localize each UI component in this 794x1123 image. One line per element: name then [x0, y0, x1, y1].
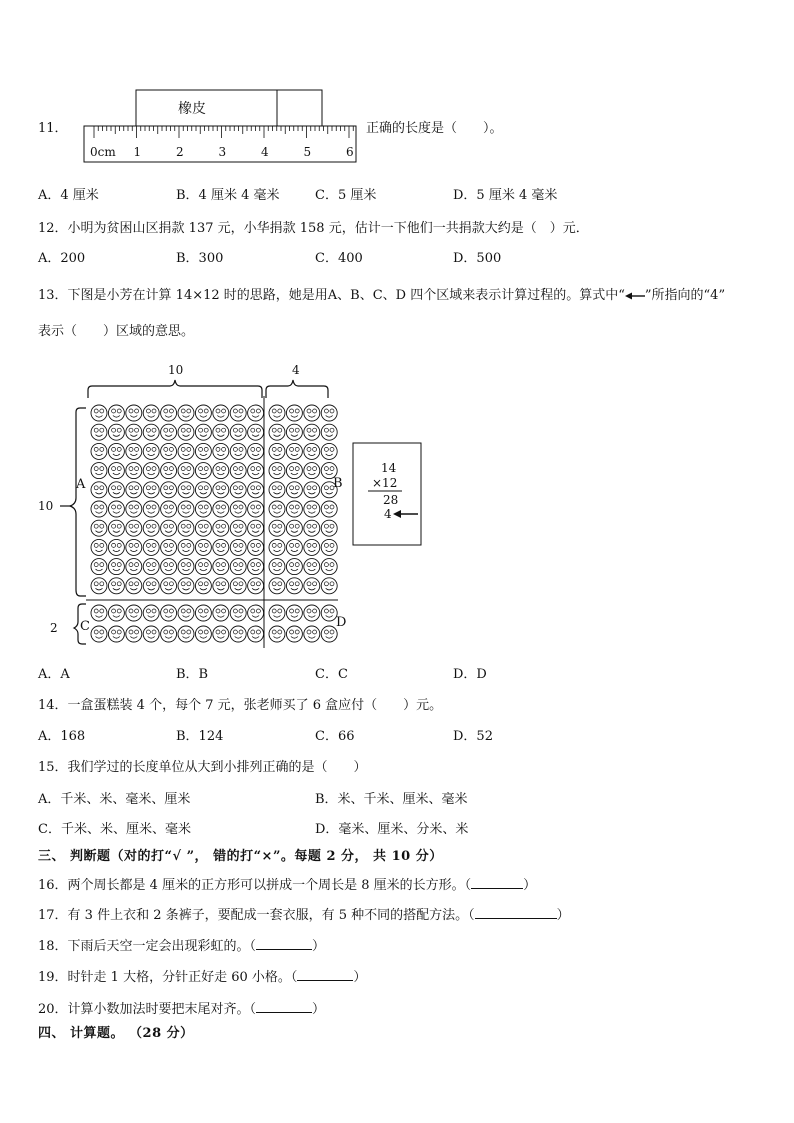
smiley-face-icon	[230, 559, 246, 575]
smiley-face-icon	[178, 605, 194, 621]
smiley-face-icon	[126, 482, 142, 498]
smiley-face-icon	[269, 520, 285, 536]
smiley-face-icon	[230, 463, 246, 479]
smiley-face-icon	[248, 482, 264, 498]
smiley-face-icon	[286, 605, 302, 621]
q11-number: 11．	[38, 121, 68, 136]
smiley-face-icon	[178, 482, 194, 498]
smiley-face-icon	[304, 463, 320, 479]
ruler-number: 5	[303, 145, 312, 159]
q13-option-a[interactable]: A．A	[38, 667, 70, 682]
smiley-face-icon	[321, 578, 337, 594]
smiley-face-icon	[178, 559, 194, 575]
dot-array-diagram	[30, 358, 430, 650]
judge-item-text: 19．时针走 1 大格，分针正好走 60 小格。（	[38, 970, 298, 985]
q13-option-b[interactable]: B．B	[176, 667, 209, 682]
smiley-face-icon	[213, 559, 229, 575]
smiley-face-icon	[91, 405, 107, 421]
q12-option-d[interactable]: D．500	[453, 251, 502, 266]
smiley-face-icon	[213, 520, 229, 536]
smiley-face-icon	[91, 520, 107, 536]
smiley-face-icon	[178, 424, 194, 440]
answer-blank[interactable]	[256, 938, 312, 950]
smiley-face-icon	[161, 539, 177, 555]
smiley-face-icon	[230, 578, 246, 594]
left-label-10: 10	[38, 499, 54, 513]
q13-question-line2: 表示（ ）区域的意思。	[38, 324, 195, 339]
smiley-face-icon	[248, 626, 264, 642]
smiley-face-icon	[286, 539, 302, 555]
smiley-face-icon	[304, 578, 320, 594]
judge-item-19	[38, 969, 366, 984]
smiley-face-icon	[269, 605, 285, 621]
smiley-face-icon	[269, 578, 285, 594]
q15-option-c[interactable]: C．千米、米、厘米、毫米	[38, 822, 191, 837]
smiley-face-icon	[195, 405, 211, 421]
smiley-face-icon	[304, 482, 320, 498]
smiley-face-icon	[248, 424, 264, 440]
smiley-face-icon	[126, 405, 142, 421]
eraser	[136, 90, 322, 126]
smiley-face-icon	[286, 501, 302, 517]
smiley-face-icon	[91, 482, 107, 498]
smiley-face-icon	[230, 424, 246, 440]
smiley-face-icon	[213, 424, 229, 440]
smiley-face-icon	[248, 520, 264, 536]
smiley-face-icon	[143, 559, 159, 575]
q13-question-text: 13．下图是小芳在计算 14×12 时的思路，她是用A、B、C、D 四个区域来表示计算过程的。算式中“	[38, 288, 625, 303]
top-label-10: 10	[168, 363, 184, 377]
ruler-number: 6	[346, 145, 354, 159]
smiley-face-icon	[230, 482, 246, 498]
smiley-face-icon	[230, 520, 246, 536]
ruler-diagram	[80, 88, 365, 166]
paren-close: ）	[353, 970, 367, 985]
smiley-face-icon	[213, 539, 229, 555]
smiley-face-icon	[230, 605, 246, 621]
ruler-number: 1	[133, 145, 142, 159]
smiley-face-icon	[91, 424, 107, 440]
smiley-face-icon	[91, 539, 107, 555]
ruler-number: 3	[218, 145, 227, 159]
q13-question-text-end: ”所指向的“4”	[644, 288, 726, 303]
smiley-face-icon	[248, 501, 264, 517]
smiley-face-icon	[161, 443, 177, 459]
smiley-face-icon	[108, 578, 124, 594]
judge-item-text: 16．两个周长都是 4 厘米的正方形可以拼成一个周长是 8 厘米的长方形。（	[38, 878, 472, 893]
smiley-face-icon	[248, 578, 264, 594]
smiley-face-icon	[126, 501, 142, 517]
top-brace-10	[88, 380, 262, 398]
smiley-face-icon	[304, 605, 320, 621]
smiley-face-icon	[304, 539, 320, 555]
smiley-face-icon	[91, 559, 107, 575]
judge-item-18	[38, 938, 325, 953]
q14-option-d[interactable]: D．52	[453, 729, 493, 744]
ruler-number: 2	[176, 145, 184, 159]
smiley-face-icon	[161, 424, 177, 440]
smiley-face-icon	[269, 424, 285, 440]
q12-question: 12．小明为贫困山区捐款 137 元，小华捐款 158 元，估计一下他们一共捐款大约是（ ）元．	[38, 221, 589, 236]
smiley-face-icon	[321, 605, 337, 621]
smiley-face-icon	[126, 443, 142, 459]
smiley-face-icon	[269, 559, 285, 575]
smiley-grid	[91, 405, 337, 642]
smiley-face-icon	[321, 424, 337, 440]
smiley-face-icon	[91, 463, 107, 479]
smiley-face-icon	[269, 443, 285, 459]
q15-option-a[interactable]: A．千米、米、毫米、厘米	[38, 792, 191, 807]
smiley-face-icon	[195, 605, 211, 621]
smiley-face-icon	[161, 520, 177, 536]
smiley-face-icon	[178, 578, 194, 594]
calc-line-1: 14	[381, 461, 397, 475]
smiley-face-icon	[286, 626, 302, 642]
smiley-face-icon	[286, 405, 302, 421]
smiley-face-icon	[248, 463, 264, 479]
judge-item-17	[38, 907, 570, 922]
smiley-face-icon	[108, 605, 124, 621]
smiley-face-icon	[108, 559, 124, 575]
smiley-face-icon	[161, 463, 177, 479]
smiley-face-icon	[213, 501, 229, 517]
smiley-face-icon	[108, 424, 124, 440]
smiley-face-icon	[321, 539, 337, 555]
smiley-face-icon	[304, 424, 320, 440]
left-label-2: 2	[50, 621, 58, 635]
smiley-face-icon	[91, 578, 107, 594]
smiley-face-icon	[91, 626, 107, 642]
smiley-face-icon	[195, 520, 211, 536]
section-4-heading: 四、 计算题。 （28 分）	[38, 1026, 194, 1041]
paren-close: ）	[523, 878, 537, 893]
smiley-face-icon	[161, 482, 177, 498]
paren-close: ）	[556, 908, 570, 923]
smiley-face-icon	[126, 463, 142, 479]
smiley-face-icon	[321, 626, 337, 642]
smiley-face-icon	[230, 501, 246, 517]
smiley-face-icon	[230, 443, 246, 459]
smiley-face-icon	[195, 559, 211, 575]
smiley-face-icon	[143, 443, 159, 459]
smiley-face-icon	[108, 539, 124, 555]
q11-option-d[interactable]: D．5 厘米 4 毫米	[453, 188, 558, 203]
smiley-face-icon	[195, 501, 211, 517]
smiley-face-icon	[178, 539, 194, 555]
q11-question: 正确的长度是（ ）。	[366, 121, 503, 136]
answer-blank[interactable]	[475, 907, 557, 919]
smiley-face-icon	[213, 463, 229, 479]
smiley-face-icon	[230, 539, 246, 555]
smiley-face-icon	[269, 539, 285, 555]
smiley-face-icon	[126, 605, 142, 621]
q12-option-b[interactable]: B．300	[176, 251, 224, 266]
smiley-face-icon	[161, 578, 177, 594]
q12-option-c[interactable]: C．400	[315, 251, 363, 266]
smiley-face-icon	[213, 578, 229, 594]
q15-option-d[interactable]: D．毫米、厘米、分米、米	[315, 822, 469, 837]
smiley-face-icon	[126, 424, 142, 440]
smiley-face-icon	[161, 405, 177, 421]
smiley-face-icon	[178, 501, 194, 517]
top-brace-4	[266, 380, 328, 398]
q11-option-a[interactable]: A．4 厘米	[38, 188, 99, 203]
smiley-face-icon	[91, 605, 107, 621]
judge-item-16	[38, 877, 536, 892]
q15-question: 15．我们学过的长度单位从大到小排列正确的是（ ）	[38, 760, 367, 775]
smiley-face-icon	[304, 443, 320, 459]
smiley-face-icon	[143, 626, 159, 642]
smiley-face-icon	[286, 482, 302, 498]
smiley-face-icon	[304, 559, 320, 575]
smiley-face-icon	[230, 626, 246, 642]
smiley-face-icon	[213, 626, 229, 642]
smiley-face-icon	[269, 482, 285, 498]
smiley-face-icon	[321, 520, 337, 536]
smiley-face-icon	[269, 405, 285, 421]
smiley-face-icon	[126, 520, 142, 536]
smiley-face-icon	[248, 605, 264, 621]
smiley-face-icon	[108, 482, 124, 498]
region-a-label: A	[76, 477, 86, 492]
smiley-face-icon	[286, 424, 302, 440]
section-3-heading: 三、 判断题（对的打“√ ”， 错的打“×”。每题 2 分， 共 10 分）	[38, 849, 443, 864]
calc-line-3: 28	[383, 493, 399, 507]
smiley-face-icon	[195, 424, 211, 440]
smiley-face-icon	[269, 626, 285, 642]
smiley-face-icon	[304, 405, 320, 421]
paren-close: ）	[312, 939, 326, 954]
judge-item-text: 18．下雨后天空一定会出现彩虹的。（	[38, 939, 257, 954]
smiley-face-icon	[230, 405, 246, 421]
smiley-face-icon	[195, 626, 211, 642]
region-b-label: B	[333, 476, 343, 491]
smiley-face-icon	[126, 578, 142, 594]
smiley-face-icon	[195, 482, 211, 498]
smiley-face-icon	[143, 520, 159, 536]
smiley-face-icon	[304, 626, 320, 642]
ruler-number: 4	[261, 145, 269, 159]
answer-blank[interactable]	[471, 877, 523, 889]
region-c-label: C	[80, 619, 90, 634]
smiley-face-icon	[248, 443, 264, 459]
smiley-face-icon	[304, 520, 320, 536]
top-label-4: 4	[292, 363, 300, 377]
q14-option-c[interactable]: C．66	[315, 729, 355, 744]
q14-option-a[interactable]: A．168	[38, 729, 86, 744]
smiley-face-icon	[161, 605, 177, 621]
smiley-face-icon	[213, 443, 229, 459]
smiley-face-icon	[108, 463, 124, 479]
smiley-face-icon	[143, 463, 159, 479]
calc-line-4: 4	[384, 507, 392, 521]
smiley-face-icon	[213, 482, 229, 498]
answer-blank[interactable]	[297, 969, 353, 981]
smiley-face-icon	[108, 626, 124, 642]
q13-option-d[interactable]: D．D	[453, 667, 487, 682]
smiley-face-icon	[91, 443, 107, 459]
judge-item-20	[38, 1001, 325, 1016]
smiley-face-icon	[321, 559, 337, 575]
smiley-face-icon	[108, 520, 124, 536]
smiley-face-icon	[195, 578, 211, 594]
smiley-face-icon	[143, 405, 159, 421]
smiley-face-icon	[161, 559, 177, 575]
smiley-face-icon	[248, 539, 264, 555]
smiley-face-icon	[304, 501, 320, 517]
smiley-face-icon	[161, 501, 177, 517]
smiley-face-icon	[269, 463, 285, 479]
smiley-face-icon	[178, 463, 194, 479]
smiley-face-icon	[195, 443, 211, 459]
judge-item-text: 20．计算小数加法时要把末尾对齐。（	[38, 1002, 257, 1017]
smiley-face-icon	[286, 578, 302, 594]
smiley-face-icon	[195, 539, 211, 555]
ruler-number: 0cm	[90, 145, 116, 159]
smiley-face-icon	[248, 559, 264, 575]
smiley-face-icon	[126, 626, 142, 642]
smiley-face-icon	[143, 578, 159, 594]
smiley-face-icon	[126, 539, 142, 555]
smiley-face-icon	[108, 405, 124, 421]
smiley-face-icon	[321, 405, 337, 421]
arrow-left-icon	[625, 291, 645, 301]
smiley-face-icon	[286, 520, 302, 536]
smiley-face-icon	[161, 626, 177, 642]
smiley-face-icon	[91, 501, 107, 517]
judge-item-text: 17．有 3 件上衣和 2 条裤子，要配成一套衣服，有 5 种不同的搭配方法。（	[38, 908, 475, 923]
smiley-face-icon	[286, 463, 302, 479]
q11-option-b[interactable]: B．4 厘米 4 毫米	[176, 188, 280, 203]
smiley-face-icon	[143, 539, 159, 555]
paren-close: ）	[312, 1002, 326, 1017]
smiley-face-icon	[213, 405, 229, 421]
q14-question: 14．一盒蛋糕装 4 个，每个 7 元，张老师买了 6 盒应付（ ）元。	[38, 698, 443, 713]
q14-option-b[interactable]: B．124	[176, 729, 224, 744]
smiley-face-icon	[178, 405, 194, 421]
smiley-face-icon	[248, 405, 264, 421]
smiley-face-icon	[108, 501, 124, 517]
calc-line-2: ×12	[372, 476, 398, 490]
smiley-face-icon	[286, 559, 302, 575]
smiley-face-icon	[195, 463, 211, 479]
answer-blank[interactable]	[256, 1001, 312, 1013]
smiley-face-icon	[178, 520, 194, 536]
smiley-face-icon	[178, 443, 194, 459]
smiley-face-icon	[126, 559, 142, 575]
left-brace-10	[70, 408, 86, 596]
smiley-face-icon	[143, 501, 159, 517]
region-d-label: D	[336, 615, 347, 630]
q15-option-b[interactable]: B．米、千米、厘米、毫米	[315, 792, 468, 807]
smiley-face-icon	[143, 424, 159, 440]
smiley-face-icon	[143, 482, 159, 498]
smiley-face-icon	[143, 605, 159, 621]
smiley-face-icon	[213, 605, 229, 621]
q12-option-a[interactable]: A．200	[38, 251, 86, 266]
q13-question-line1	[38, 289, 725, 302]
q11-option-c[interactable]: C．5 厘米	[315, 188, 377, 203]
smiley-face-icon	[108, 443, 124, 459]
smiley-face-icon	[286, 443, 302, 459]
smiley-face-icon	[178, 626, 194, 642]
smiley-face-icon	[269, 501, 285, 517]
smiley-face-icon	[321, 443, 337, 459]
eraser-label: 橡皮	[178, 101, 206, 117]
q13-option-c[interactable]: C．C	[315, 667, 348, 682]
smiley-face-icon	[321, 501, 337, 517]
